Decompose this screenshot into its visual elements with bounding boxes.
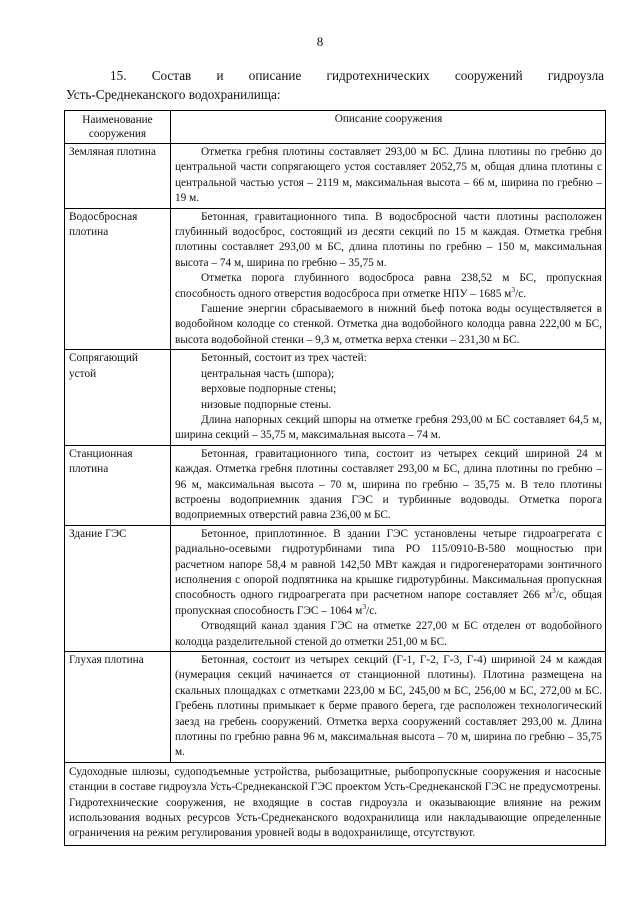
structure-name: Водосбросная плотина	[65, 208, 171, 350]
structure-description	[171, 144, 606, 209]
table-row	[65, 350, 606, 445]
description-paragraph: Бетонная, гравитационного типа. В водосбросной части плотины расположен глубинный водосброс, состоящий из десяти секций по 15 м каждая. Отметка гребня плотины составляет 293,00 м БС, длина плотины по гребню – 150 м, максимальная высота – 74 м, ширина по гребню – 35,75 м.	[175, 210, 602, 269]
structure-name: Земляная плотина	[65, 144, 171, 209]
section-heading	[66, 66, 604, 104]
description-paragraph: Длина напорных секций шпоры на отметке гребня 293,00 м БС составляет 64,5 м, ширина секций – 35,75 м, максимальная высота – 74 м.	[175, 413, 602, 442]
list-item: верховые подпорные стены;	[201, 383, 337, 396]
description-paragraph: Отводящий канал здания ГЭС на отметке 227,00 м БС отделен от водобойного колодца разделительной стеной до отметки 251,00 м БС.	[175, 620, 602, 648]
unit-superscript: 3	[362, 602, 367, 612]
heading-line-1: 15. Состав и описание гидротехнических сооружений гидроузла	[110, 68, 604, 83]
description-paragraph: Отметка гребня плотины составляет 293,00 м БС. Длина плотины по гребню до центральной части сопрягающего устоя составляет 2052,75 м, общая длина плотины с центральной частью устоя – 2119 м, максимальная высота – 66 м, ширина по гребню – 19 м.	[175, 146, 602, 205]
description-paragraph	[175, 271, 602, 302]
description-paragraph	[175, 527, 602, 619]
table-row	[65, 144, 606, 209]
description-text: Отметка порога глубинного водосброса равна 238,52 м БС, пропускная способность одного отверстия водосброса при отметке НПУ – 1685 м	[175, 272, 602, 300]
structure-name: Здание ГЭС	[65, 525, 171, 651]
description-paragraph: Бетонная, состоит из четырех секций (Г-1, Г-2, Г-3, Г-4) шириной 24 м каждая (нумерация секций начинается от станционной плотины). Плотина размещена на скальных площадках с отметками 223,00 м БС, 245,00 м БС, 256,00 м БС, 272,00 м БС. Гребень плотины примыкает к берме правого берега, где расположен технологический заезд на гребень сооружений. Отметка верха сооружений составляет 293,00 м. Длина плотины по гребню равна 96 м, максимальная высота – 70 м, ширина по гребню – 35,75 м.	[175, 654, 602, 759]
list-item: низовые подпорные стены.	[201, 398, 332, 411]
unit-superscript: 3	[552, 586, 556, 596]
structure-description	[171, 208, 606, 350]
table-note-row	[65, 762, 606, 845]
page-number: 8	[316, 34, 324, 49]
table-row	[65, 525, 606, 651]
column-header-name: Наименование сооружения	[65, 111, 171, 144]
description-paragraph: Гашение энергии сбрасываемого в нижний бьеф потока воды осуществляется в водобойном колодце со стенкой. Отметка дна водобойного колодца равна 222,00 м БС, высота водобойной стенки – 9,3 м, отметка верха стенки – 231,30 м БС.	[175, 303, 602, 346]
table-note: Судоходные шлюзы, судоподъемные устройства, рыбозащитные, рыбопропускные сооружения и насосные станции в составе гидроузла Усть-Среднеканской ГЭС проектом Усть-Среднеканской ГЭС не предусмотрены. Гидротехнические сооружения, не входящие в состав гидроузла и оказывающие влияние на режим использования водных ресурсов Усть-Среднеканского водохранилища или накладывающие определенные ограничения на режим регулирования уровней воды в водохранилище, отсутствуют.	[65, 762, 606, 845]
structure-name: Сопрягающий устой	[65, 350, 171, 445]
description-text: Бетонное, приплотинное. В здании ГЭС установлены четыре гидроагрегата с радиально-осевыми гидротурбинами типа РО 115/0910-В-580 мощностью при расчетном напоре 58,4 м равной 142,50 МВт каждая и гидрогенераторами зонтичного исполнения с опорой подпятника на крышке гидротурбины. Максимальная пропускная способность одного гидроагрегата при расчетном напоре составляет 266 м	[175, 527, 602, 602]
description-paragraph: Бетонная, гравитационного типа, состоит из четырех секций шириной 24 м каждая. Отметка гребня плотины составляет 293,00 м БС, длина плотины по гребню – 96 м, максимальная высота – 70 м, ширина по гребню – 35,75 м. В тело плотины встроены водоприемник здания ГЭС и турбинные водоводы. Отметка порога водоприемных отверстий равна 236,00 м БС.	[175, 447, 602, 522]
table-row	[65, 445, 606, 525]
table-header-row	[65, 111, 606, 144]
structure-description	[171, 445, 606, 525]
table-row	[65, 652, 606, 763]
unit-tail: /с.	[515, 287, 527, 300]
description-text: /с, общая пропускная способность ГЭС – 1064 м	[175, 589, 602, 617]
unit-tail: /с.	[366, 604, 378, 617]
column-header-description: Описание сооружения	[171, 111, 606, 144]
structures-table	[64, 110, 606, 846]
structure-description	[171, 525, 606, 651]
list-item: центральная часть (шпора);	[201, 367, 335, 380]
structure-description	[171, 350, 606, 445]
structure-name: Глухая плотина	[65, 652, 171, 763]
table-row	[65, 208, 606, 350]
structure-description	[171, 652, 606, 763]
description-paragraph: Бетонный, состоит из трех частей:	[201, 352, 367, 365]
heading-line-2: Усть-Среднеканского водохранилища:	[66, 87, 281, 102]
structure-name: Станционная плотина	[65, 445, 171, 525]
unit-superscript: 3	[511, 284, 516, 294]
